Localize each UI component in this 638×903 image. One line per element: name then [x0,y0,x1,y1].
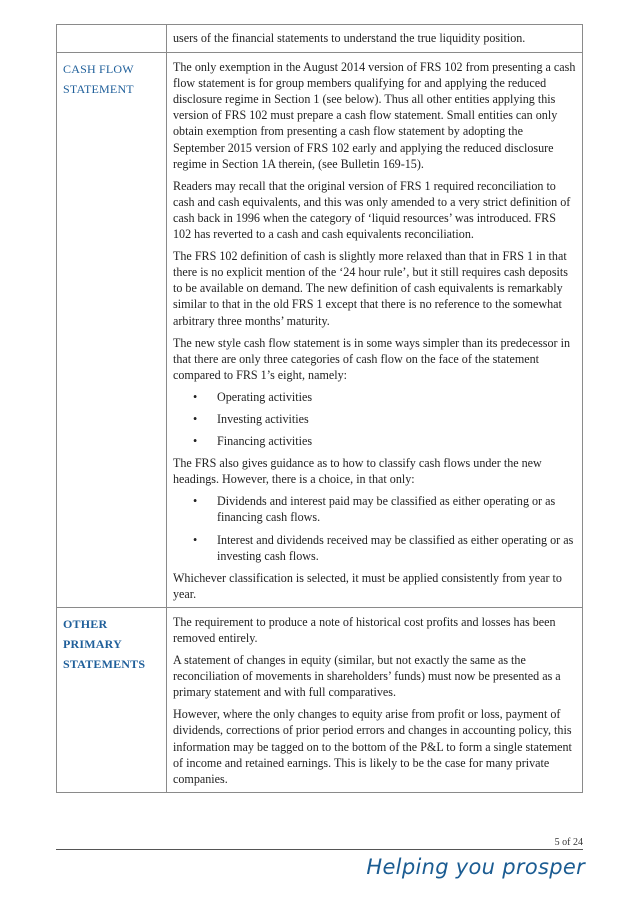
paragraph: The only exemption in the August 2014 version of FRS 102 from presenting a cash flow statement is for group members qualifying for and applying the reduced disclosure regime in Section 1 (see below). Thus all other entities applying this version of FRS 102 must prepare a cash flow statement. Small entities can only obtain exemption from presenting a cash flow statement by adopting the September 2015 version of FRS 102 early and applying the reduced disclosure regime in Section 1A therein, (see Bulletin 169-15). [173,60,576,171]
list-item [173,433,576,449]
page-number: 5 of 24 [554,837,583,848]
paragraph: users of the financial statements to understand the true liquidity position. [173,31,526,45]
section-label-other-primary-statements: OTHER PRIMARY STATEMENTS [63,616,146,671]
text-cell [167,25,583,53]
list-item-text: Operating activities [217,389,313,404]
content-table [56,24,583,793]
bullet-icon: • [193,494,198,509]
paragraph: A statement of changes in equity (similar, but not exactly the same as the reconciliation of movements in shareholders’ funds) must now be presented as a primary statement and with full comparatives. [173,653,561,700]
table-row [57,607,583,792]
text-cell [167,53,583,608]
bullet-icon: • [193,389,198,404]
paragraph: The FRS also gives guidance as to how to classify cash flows under the new headings. However, there is a choice, in that only: [173,456,542,487]
bullet-list [173,389,576,449]
bullet-icon: • [193,411,198,426]
list-item-text: Dividends and interest paid may be classified as either operating or as financing cash flows. [217,494,556,525]
list-item-text: Interest and dividends received may be classified as either operating or as investing cash flows. [217,532,574,563]
paragraph: However, where the only changes to equity arise from profit or loss, payment of dividends, corrections of prior period errors and changes in accounting policy, this information may be tagged on to the bottom of the P&L to form a single statement of income and retained earnings. This is likely to be the case for many private companies. [173,707,572,786]
bullet-list [173,493,576,563]
list-item-text: Financing activities [217,434,313,449]
label-cell [57,607,167,792]
label-cell [57,25,167,53]
bullet-icon: • [193,532,198,547]
footer-divider [56,849,583,850]
list-item-text: Investing activities [217,411,309,426]
list-item [173,532,576,564]
bullet-icon: • [193,434,198,449]
list-item [173,389,576,405]
label-cell [57,53,167,608]
list-item [173,411,576,427]
paragraph: Readers may recall that the original version of FRS 1 required reconciliation to cash and cash equivalents, and this was only amended to a very strict definition of cash back in 1996 when the category of ‘liquid resources’ was introduced. FRS 102 has reverted to a cash and cash equivalents reconciliation. [173,178,571,242]
table-row [57,25,583,53]
text-cell [167,607,583,792]
paragraph: Whichever classification is selected, it must be applied consistently from year to year. [173,570,562,601]
paragraph: The new style cash flow statement is in some ways simpler than its predecessor in that there are only three categories of cash flow on the face of the statement compared to FRS 1’s eight, namely: [173,335,570,382]
paragraph: The FRS 102 definition of cash is slightly more relaxed than that in FRS 1 in that there is no explicit mention of the ‘24 hour rule’, but it still requires cash deposits to be available on demand. The new definition of cash equivalents is remarkably similar to that in the old FRS 1 except that there is no reference to the somewhat arbitrary three months’ maturity. [173,249,568,328]
footer-tagline: Helping you prosper [366,855,585,879]
section-label-cash-flow-statement: CASH FLOW STATEMENT [63,62,134,97]
table-row [57,53,583,608]
paragraph: The requirement to produce a note of historical cost profits and losses has been removed entirely. [173,614,556,645]
list-item [173,493,576,525]
